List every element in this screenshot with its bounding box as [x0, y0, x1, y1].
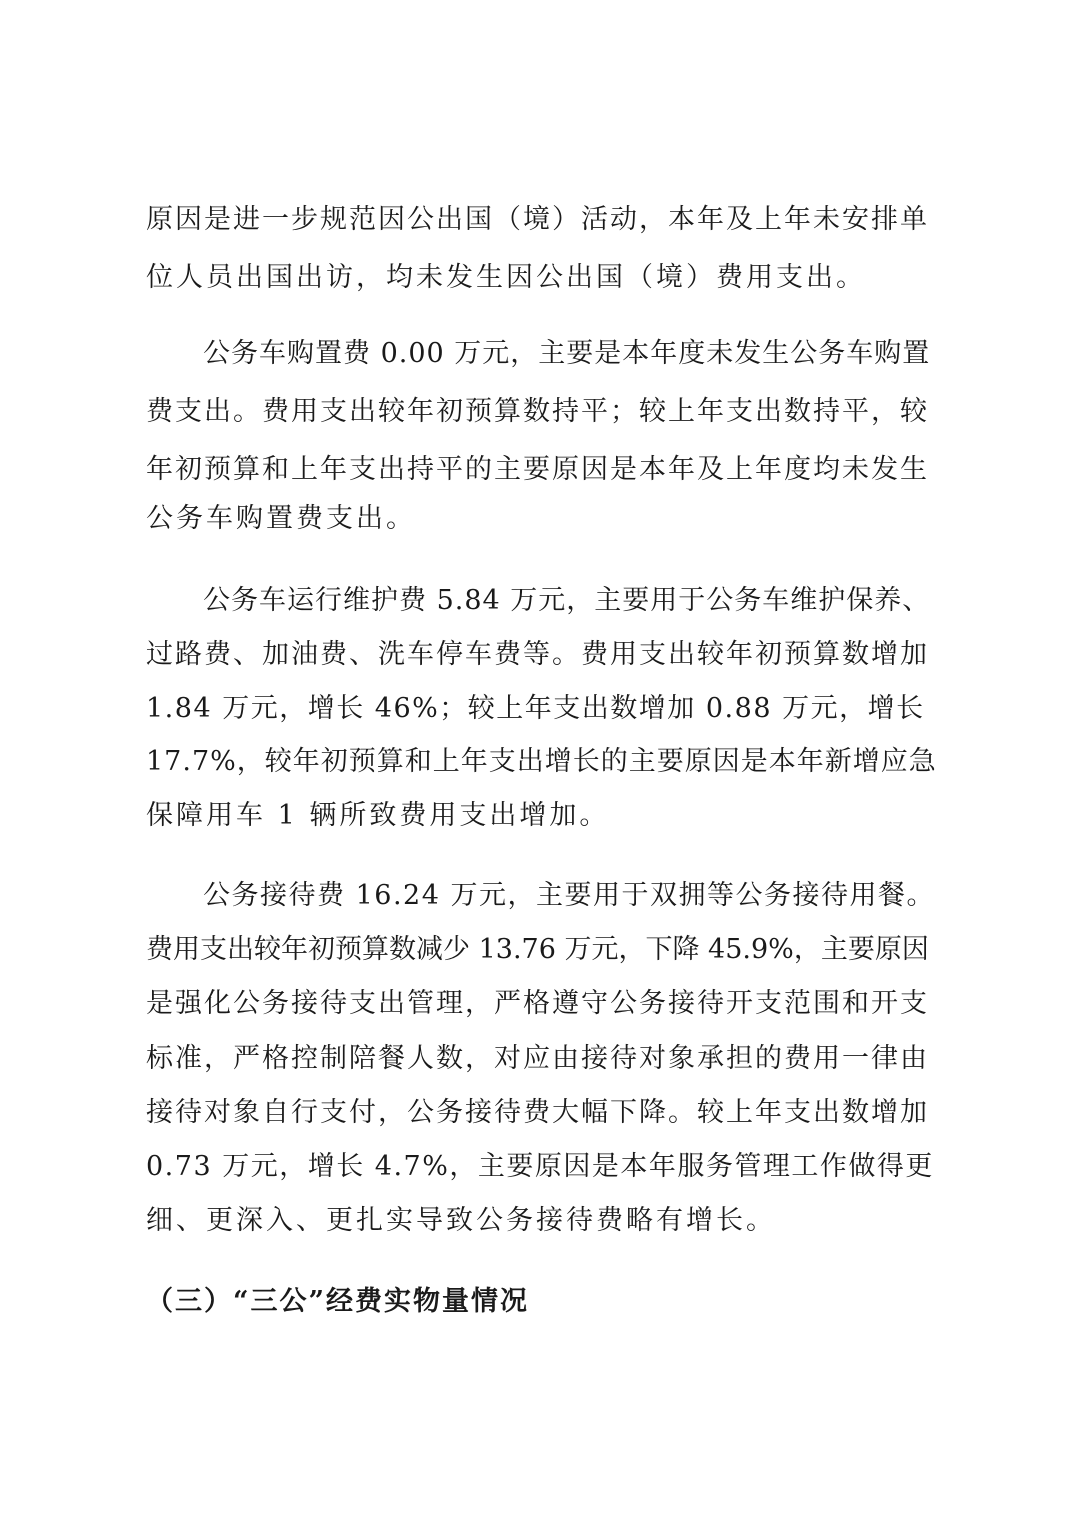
paragraph-2-line-2: 费支出。费用支出较年初预算数持平；较上年支出数持平，较 — [146, 396, 929, 427]
paragraph-3-line-5: 保障用车 1 辆所致费用支出增加。 — [146, 800, 610, 831]
paragraph-4-line-6: 0.73 万元，增长 4.7%，主要原因是本年服务管理工作做得更 — [146, 1151, 934, 1182]
paragraph-4-line-5: 接待对象自行支付，公务接待费大幅下降。较上年支出数增加 — [146, 1097, 929, 1128]
paragraph-3-line-3: 1.84 万元，增长 46%；较上年支出数增加 0.88 万元，增长 — [146, 693, 925, 724]
paragraph-4-line-3: 是强化公务接待支出管理，严格遵守公务接待开支范围和开支 — [146, 988, 929, 1019]
paragraph-3-line-1: 公务车运行维护费 5.84 万元，主要用于公务车维护保养、 — [203, 585, 931, 616]
paragraph-3-line-2: 过路费、加油费、洗车停车费等。费用支出较年初预算数增加 — [146, 639, 929, 670]
section-heading: （三）“三公”经费实物量情况 — [146, 1286, 530, 1317]
paragraph-2-line-1: 公务车购置费 0.00 万元，主要是本年度未发生公务车购置 — [203, 338, 931, 369]
paragraph-3-line-4: 17.7%，较年初预算和上年支出增长的主要原因是本年新增应急 — [146, 746, 937, 777]
paragraph-2-line-3: 年初预算和上年支出持平的主要原因是本年及上年度均未发生 — [146, 454, 929, 485]
paragraph-4-line-2: 费用支出较年初预算数减少 13.76 万元，下降 45.9%，主要原因 — [146, 934, 929, 965]
paragraph-4-line-4: 标准，严格控制陪餐人数，对应由接待对象承担的费用一律由 — [146, 1043, 929, 1074]
paragraph-2-line-4: 公务车购置费支出。 — [146, 503, 416, 534]
paragraph-1-line-1: 原因是进一步规范因公出国（境）活动，本年及上年未安排单 — [146, 204, 929, 235]
paragraph-4-line-1: 公务接待费 16.24 万元，主要用于双拥等公务接待用餐。 — [203, 880, 935, 911]
paragraph-1-line-2: 位人员出国出访，均未发生因公出国（境）费用支出。 — [146, 262, 866, 293]
paragraph-4-line-7: 细、更深入、更扎实导致公务接待费略有增长。 — [146, 1205, 776, 1236]
